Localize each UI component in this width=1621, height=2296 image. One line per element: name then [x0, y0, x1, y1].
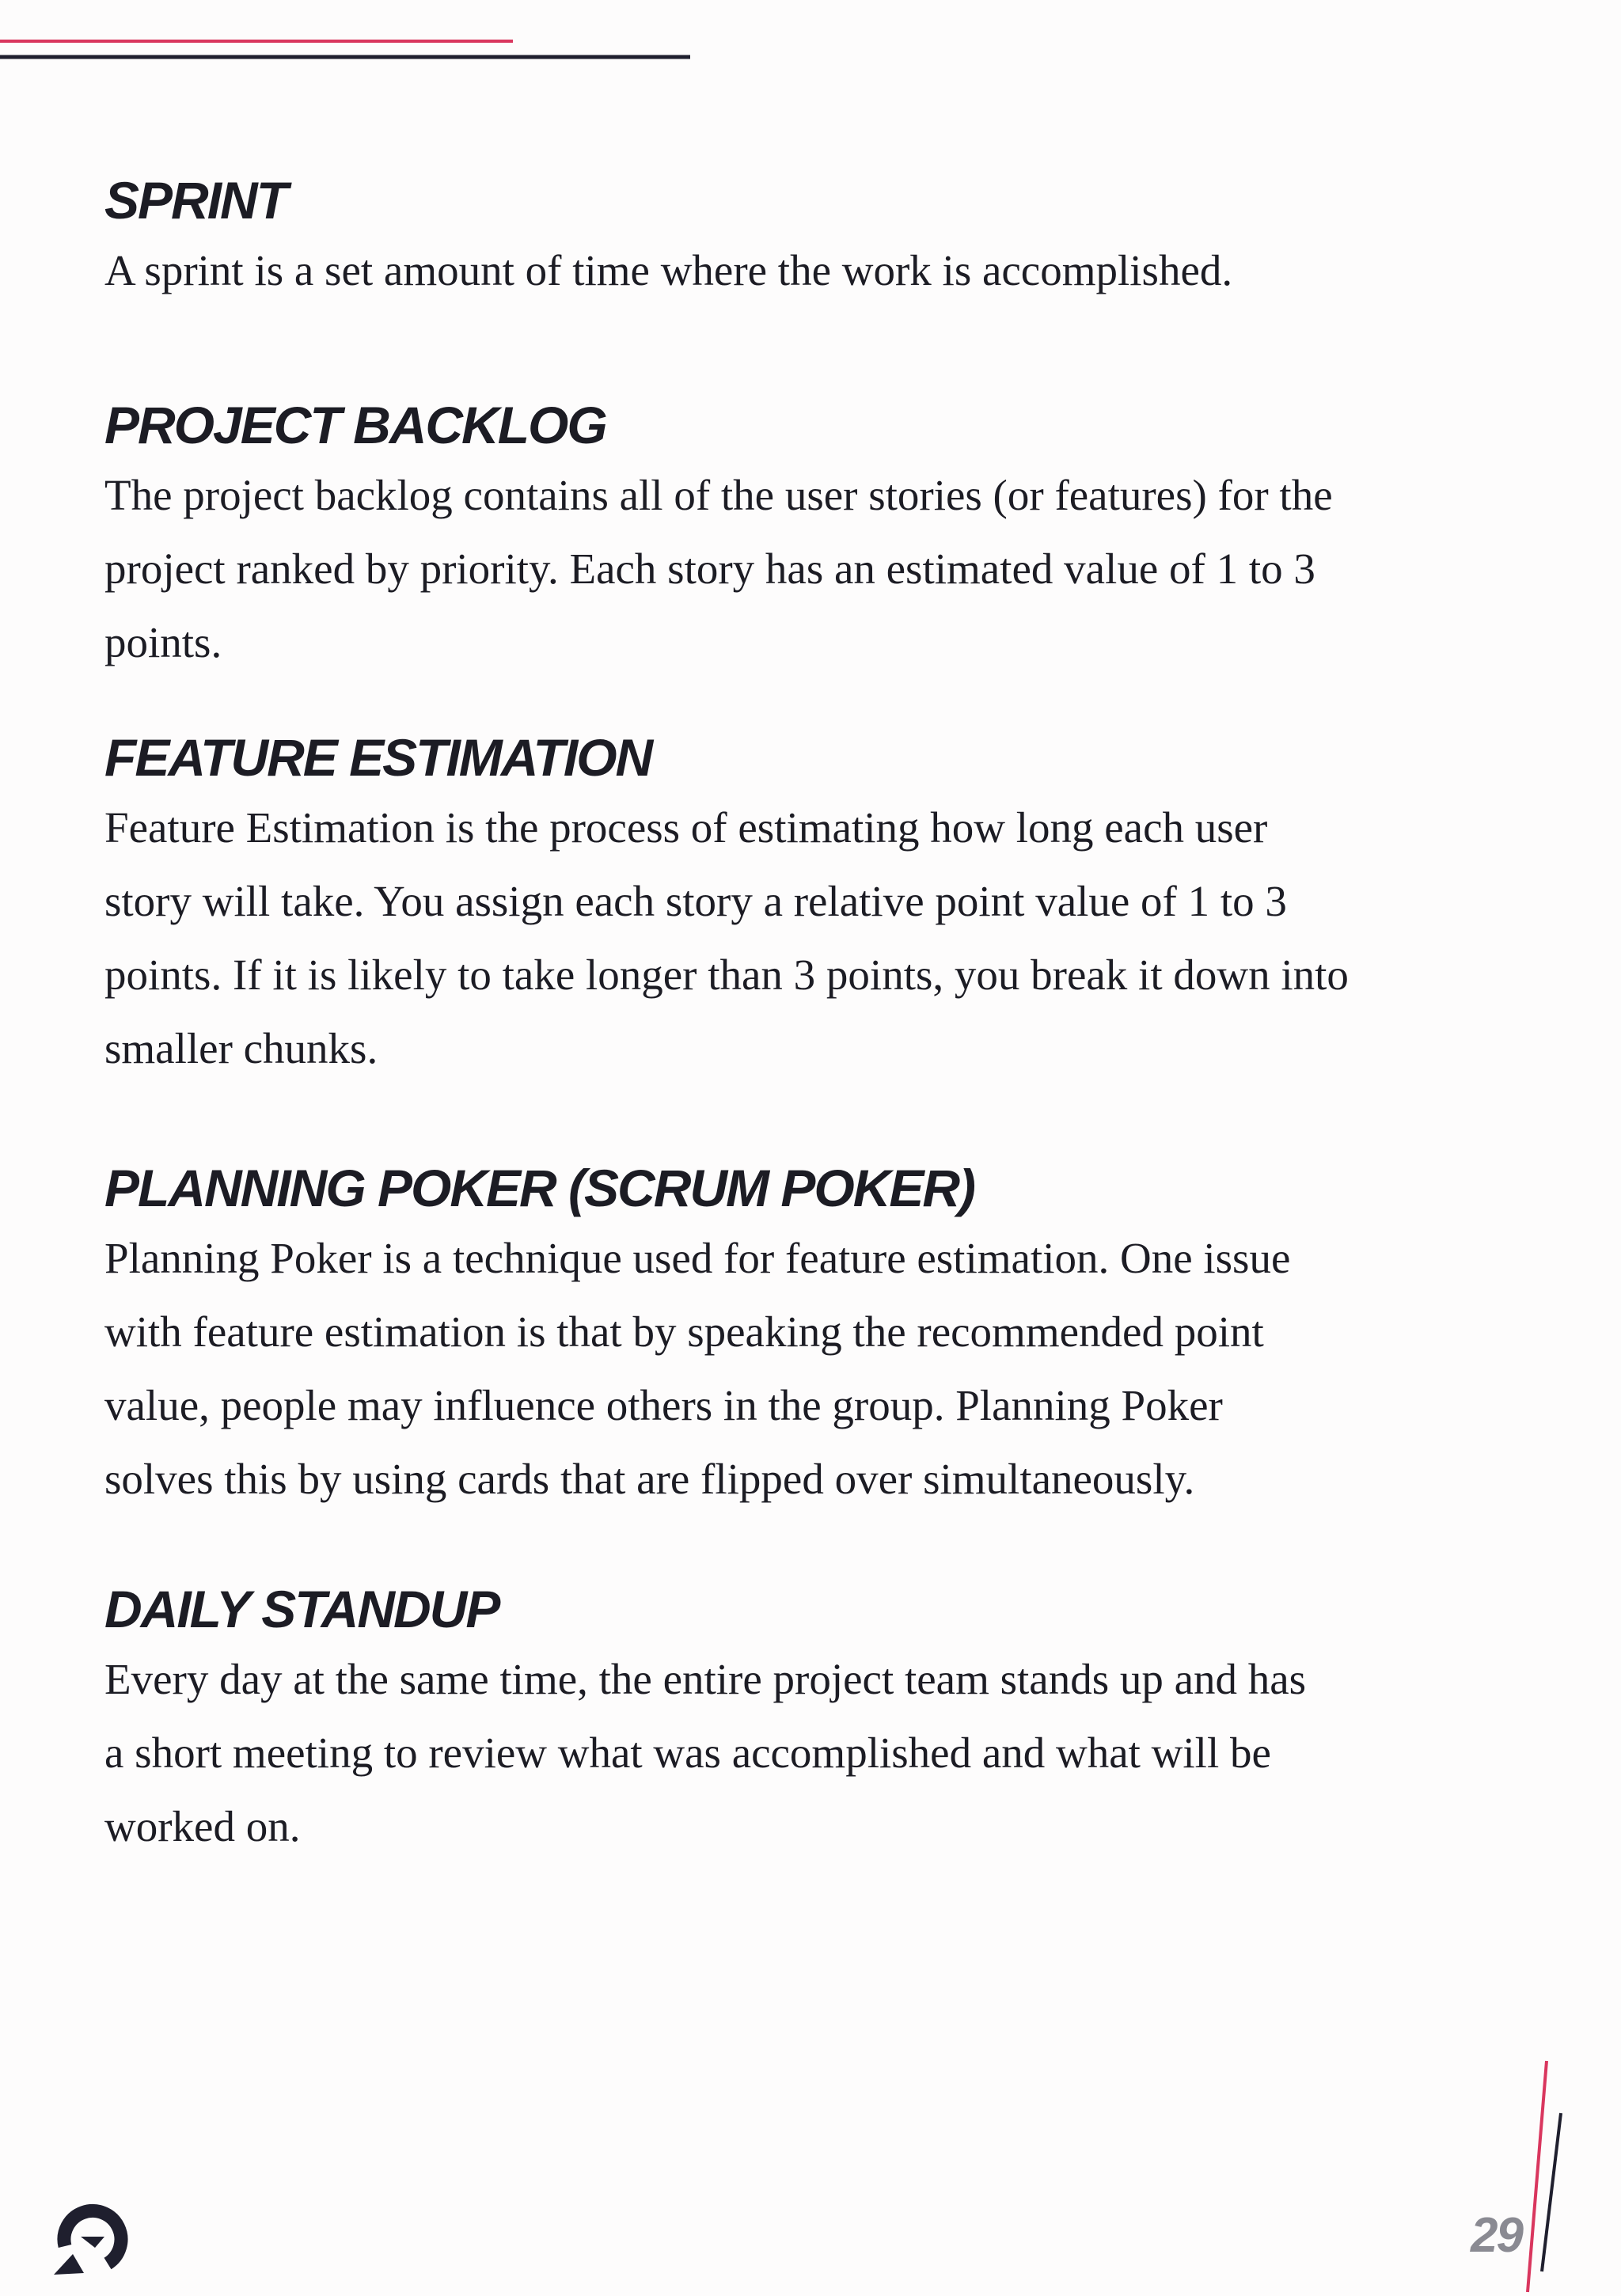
- section-planning-poker: [104, 1158, 1529, 1579]
- section-heading: SPRINT: [104, 171, 287, 230]
- section-heading: DAILY STANDUP: [104, 1580, 499, 1638]
- top-decorative-lines: [0, 0, 712, 71]
- circular-arrow-logo-icon: [49, 2197, 136, 2276]
- glossary-content: [104, 170, 1529, 1911]
- section-body: The project backlog contains all of the user stories (or features) for the project ranked by priority. Each story has an estimated value of 1 to 3 points.: [104, 471, 1333, 666]
- page-number: 29: [1471, 2208, 1522, 2263]
- section-body: Planning Poker is a technique used for feature estimation. One issue with feature estimation is that by speaking the recommended point value, people may influence others in the group. Planning Poker solves this by using cards that are flipped over simultaneously.: [104, 1234, 1291, 1503]
- section-heading: PLANNING POKER (SCRUM POKER): [104, 1159, 975, 1217]
- section-body: A sprint is a set amount of time where the work is accomplished.: [104, 246, 1233, 294]
- section-body: Feature Estimation is the process of estimating how long each user story will take. You assign each story a relative point value of 1 to 3 points. If it is likely to take longer than 3 points, you break it down into smaller chunks.: [104, 803, 1349, 1072]
- section-daily-standup: [104, 1579, 1529, 1911]
- section-sprint: [104, 170, 1529, 395]
- section-heading: PROJECT BACKLOG: [104, 396, 606, 454]
- section-heading: FEATURE ESTIMATION: [104, 728, 652, 787]
- corner-decorative-lines: [1504, 2058, 1575, 2296]
- section-project-backlog: [104, 395, 1529, 727]
- section-body: Every day at the same time, the entire project team stands up and has a short meeting to review what was accomplished and what will be worked on.: [104, 1655, 1307, 1850]
- section-feature-estimation: [104, 727, 1529, 1158]
